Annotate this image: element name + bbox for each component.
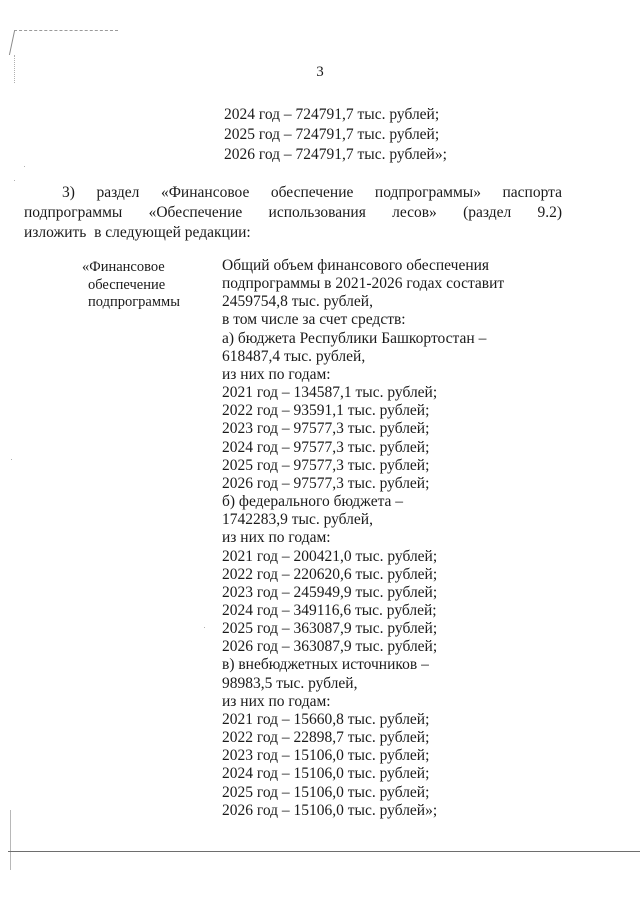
label-line: подпрограммы — [88, 294, 180, 310]
paragraph-line-3: изложить в следующей редакции: — [24, 224, 251, 241]
content-line: 2023 год – 97577,3 тыс. рублей; — [222, 420, 430, 438]
scan-speck — [24, 166, 25, 167]
content-line: 2025 год – 15106,0 тыс. рублей; — [222, 783, 430, 801]
label-line: «Финансовое — [82, 259, 165, 275]
content-line: 2024 год – 15106,0 тыс. рублей; — [222, 765, 430, 783]
content-line: 618487,4 тыс. рублей, — [222, 347, 366, 365]
content-line: подпрограммы в 2021-2026 годах составит — [222, 275, 505, 293]
content-line: 2026 год – 363087,9 тыс. рублей; — [222, 638, 438, 656]
content-line: 2024 год – 97577,3 тыс. рублей; — [222, 438, 430, 456]
content-line: б) федерального бюджета – — [222, 493, 404, 511]
word: «Обеспечение — [148, 204, 243, 221]
label-line: обеспечение — [88, 276, 166, 293]
paragraph-line-1 — [24, 183, 562, 203]
continuation-line: 2025 год – 724791,7 тыс. рублей; — [224, 126, 440, 143]
scan-speck — [11, 459, 12, 460]
word: раздел — [96, 184, 140, 201]
word: использования — [268, 204, 366, 221]
content-line: 2021 год – 134587,1 тыс. рублей; — [222, 384, 438, 402]
word: паспорта — [502, 184, 562, 201]
content-line: из них по годам: — [222, 365, 331, 383]
word: подпрограммы — [24, 204, 123, 221]
content-line: 2025 год – 97577,3 тыс. рублей; — [222, 456, 430, 474]
content-line: 2022 год – 220620,6 тыс. рублей; — [222, 565, 438, 583]
continuation-line: 2026 год – 724791,7 тыс. рублей»; — [224, 146, 447, 163]
content-line: 2021 год – 200421,0 тыс. рублей; — [222, 547, 438, 565]
word: «Финансовое — [160, 184, 250, 201]
content-line: 2023 год – 15106,0 тыс. рублей; — [222, 747, 430, 765]
content-line: из них по годам: — [222, 692, 331, 710]
passport-section-label — [82, 259, 180, 312]
content-line: 2459754,8 тыс. рублей, — [222, 293, 373, 311]
word: 9.2) — [537, 204, 562, 221]
content-line: Общий объем финансового обеспечения — [222, 257, 490, 274]
passport-section-content — [222, 257, 504, 820]
scan-speck — [204, 627, 205, 628]
page-number: 3 — [316, 64, 324, 80]
word: обеспечение — [270, 184, 354, 201]
scan-speck — [14, 180, 15, 181]
page-bottom-rule — [8, 851, 640, 852]
content-line: а) бюджета Республики Башкортостан – — [222, 329, 487, 347]
content-line: 2026 год – 15106,0 тыс. рублей»; — [222, 801, 438, 819]
amendment-paragraph — [24, 183, 562, 243]
scan-edge-line — [10, 810, 11, 870]
content-line: из них по годам: — [222, 529, 331, 547]
content-line: 2025 год – 363087,9 тыс. рублей; — [222, 620, 438, 638]
paragraph-line-2 — [24, 203, 562, 223]
content-line: 2021 год – 15660,8 тыс. рублей; — [222, 710, 430, 728]
content-line: 2022 год – 93591,1 тыс. рублей; — [222, 402, 430, 420]
word: 3) — [62, 184, 75, 201]
word: подпрограммы» — [374, 184, 481, 201]
word: лесов» — [392, 204, 437, 221]
content-line: 98983,5 тыс. рублей, — [222, 674, 358, 692]
content-line: в) внебюджетных источников – — [222, 656, 429, 674]
content-line: в том числе за счет средств: — [222, 311, 406, 329]
content-line: 2023 год – 245949,9 тыс. рублей; — [222, 583, 438, 601]
content-line: 2026 год – 97577,3 тыс. рублей; — [222, 474, 430, 492]
content-line: 2024 год – 349116,6 тыс. рублей; — [222, 601, 437, 619]
content-line: 1742283,9 тыс. рублей, — [222, 511, 373, 529]
content-line: 2022 год – 22898,7 тыс. рублей; — [222, 729, 430, 747]
continuation-block — [224, 105, 447, 165]
continuation-line: 2024 год – 724791,7 тыс. рублей; — [224, 106, 440, 123]
word: (раздел — [463, 204, 512, 221]
